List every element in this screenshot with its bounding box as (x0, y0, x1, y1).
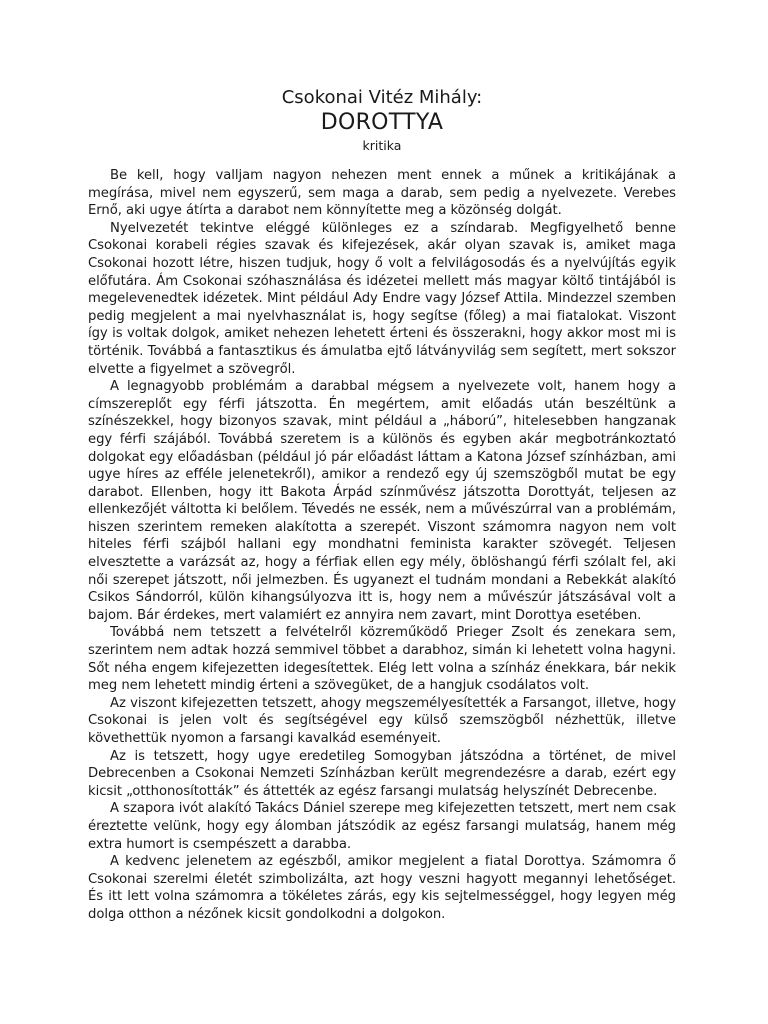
document-heading (88, 86, 676, 155)
document-page (88, 86, 676, 924)
paragraph: A szapora ivót alakító Takács Dániel szerepe meg kifejezetten tetszett, mert nem csak éreztette velünk, hogy egy álomban játszódik az egész farsangi mulatság, hanem még extra humort is csempészett a darabba. (88, 801, 676, 852)
document-body (88, 167, 676, 924)
paragraph: A legnagyobb problémám a darabbal mégsem a nyelvezete volt, hanem hogy a címszereplőt egy férfi játszotta. Én megértem, amit előadás után beszéltünk a színészekkel, hogy bizonyos szavak, mint például a „háború”, hitelesebben hangzanak egy férfi szájából. Továbbá szeretem is a különös és egyben akár megbotránkoztató dolgokat egy előadásban (például jó pár előadást láttam a Katona József színházban, ami ugye híres az efféle jelenetekről), amikor a rendező egy új szemszögből mutat be egy darabot. Ellenben, hogy itt Bakota Árpád színművész játszotta Dorottyát, teljesen az ellenkezőjét váltotta ki belőlem. Tévedés ne essék, nem a művészúrral van a problémám, hiszen szerintem remeken alakította a szerepét. Viszont számomra nagyon nem volt hiteles férfi szájból hallani egy mondhatni feminista karakter szövegét. Teljesen elvesztette a varázsát az, hogy a férfiak ellen egy mély, öblöshangú férfi szólalt fel, aki női szerepet játszott, női jelmezben. És ugyanezt el tudnám mondani a Rebekkát alakító Csikos Sándorról, külön kihangsúlyozva itt is, hogy nem a művészúr játszásával volt a bajom. Bár érdekes, mert valamiért ez annyira nem zavart, mint Dorottya esetében. (88, 379, 676, 623)
paragraph: Be kell, hogy valljam nagyon nehezen ment ennek a műnek a kritikájának a megírása, mivel nem egyszerű, sem maga a darab, sem pedig a nyelvezete. Verebes Ernő, aki ugye átírta a darabot nem könnyítette meg a közönség dolgát. (88, 168, 676, 219)
document-subtitle: kritika (362, 138, 402, 153)
document-title: DOROTTYA (320, 110, 444, 135)
paragraph: Az is tetszett, hogy ugye eredetileg Somogyban játszódna a történet, de mivel Debrecenben a Csokonai Nemzeti Színházban került megrendezésre a darab, ezért egy kicsit „otthonosították” és áttették az egész farsangi mulatság helyszínét Debrecenbe. (88, 748, 676, 799)
paragraph: Nyelvezetét tekintve eléggé különleges ez a színdarab. Megfigyelhető benne Csokonai korabeli régies szavak és kifejezések, akár olyan szavak is, amiket maga Csokonai hozott létre, hiszen tudjuk, hogy ő volt a felvilágosodás és a nyelvújítás egyik előfutára. Ám Csokonai szóhasználása és idézetei mellett más magyar költő tintájából is megelevenedtek idézetek. Mint például Ady Endre vagy József Attila. Mindezzel szemben pedig megjelent a mai nyelvhasználat is, hogy segítse (főleg) a mai fiatalokat. Viszont így is voltak dolgok, amiket nehezen lehetett érteni és összerakni, hogy akkor most mi is történik. Továbbá a fantasztikus és ámulatba ejtő látványvilág sem segített, mert sokszor elvette a figyelmet a szövegről. (88, 220, 676, 377)
paragraph: A kedvenc jelenetem az egészből, amikor megjelent a fiatal Dorottya. Számomra ő Csokonai szerelmi életét szimbolizálta, azt hogy veszni hagyott megannyi lehetőséget. És itt lett volna számomra a tökéletes zárás, egy kis sejtelmességgel, hogy legyen még dolga otthon a nézőnek kicsit gondolkodni a dolgokon. (88, 854, 676, 922)
paragraph: Az viszont kifejezetten tetszett, ahogy megszemélyesítették a Farsangot, illetve, hogy Csokonai is jelen volt és segítségével egy külső szemszögből nézhettük, illetve követhettük nyomon a farsangi kavalkád eseményeit. (88, 695, 676, 746)
paragraph: Továbbá nem tetszett a felvételről közreműködő Prieger Zsolt és zenekara sem, szerintem nem adtak hozzá semmivel többet a darabhoz, simán ki lehetett volna hagyni. Sőt néha engem kifejezetten idegesítettek. Elég lett volna a színház énekkara, bár nekik meg nem lehetett mindig érteni a szövegüket, de a hangjuk csodálatos volt. (88, 625, 676, 694)
author-line: Csokonai Vitéz Mihály: (281, 87, 483, 108)
